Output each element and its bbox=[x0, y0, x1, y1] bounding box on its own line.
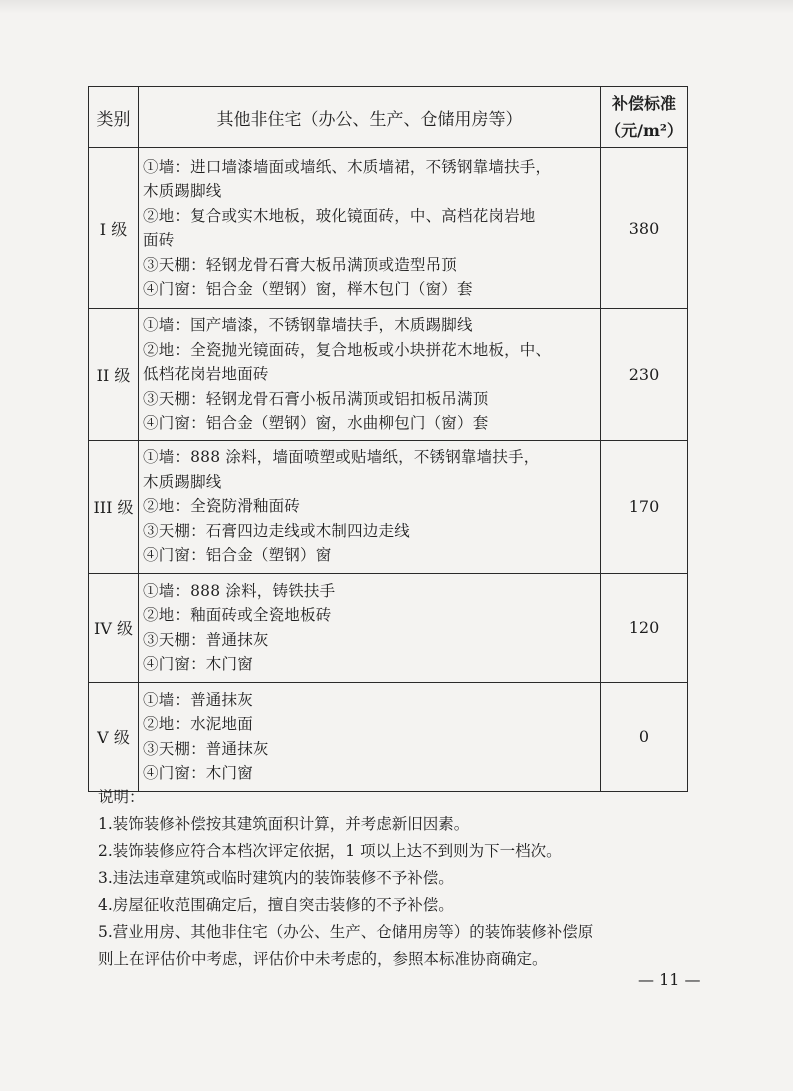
description-line: ①墙：普通抹灰 bbox=[143, 690, 253, 709]
page-number: — 11 — bbox=[638, 970, 701, 989]
header-standard-line1: 补偿标准 bbox=[611, 94, 676, 113]
header-description: 其他非住宅（办公、生产、仓储用房等） bbox=[139, 87, 601, 148]
grade-cell: IV 级 bbox=[89, 573, 139, 682]
description-line: ③天棚：普通抹灰 bbox=[143, 630, 269, 649]
note-item: 1.装饰装修补偿按其建筑面积计算，并考虑新旧因素。 bbox=[98, 815, 470, 833]
description-line: 面砖 bbox=[143, 231, 175, 249]
value-cell: 0 bbox=[601, 682, 688, 791]
table-row bbox=[89, 440, 688, 573]
page-top-edge bbox=[0, 0, 793, 14]
table-row bbox=[89, 682, 688, 791]
description-line: 木质踢脚线 bbox=[143, 182, 222, 200]
grade-cell: II 级 bbox=[89, 309, 139, 441]
value-cell: 170 bbox=[601, 440, 688, 573]
value-cell: 120 bbox=[601, 573, 688, 682]
description-line: ④门窗：木门窗 bbox=[143, 655, 253, 673]
value-cell: 230 bbox=[601, 309, 688, 441]
grade-cell: I 级 bbox=[89, 148, 139, 309]
header-standard-line2: （元/m²） bbox=[605, 121, 683, 140]
grade-cell: III 级 bbox=[89, 440, 139, 573]
header-standard bbox=[601, 87, 688, 148]
description-cell bbox=[139, 309, 601, 441]
description-line: ③天棚：轻钢龙骨石膏小板吊满顶或铝扣板吊满顶 bbox=[143, 389, 489, 408]
description-cell bbox=[139, 682, 601, 791]
description-cell bbox=[139, 573, 601, 682]
description-line: ②地：全瓷防滑釉面砖 bbox=[143, 497, 301, 516]
description-line: ①墙：进口墙漆墙面或墙纸、木质墙裙，不锈钢靠墙扶手， bbox=[143, 157, 552, 176]
description-cell bbox=[139, 440, 601, 573]
description-cell bbox=[139, 148, 601, 309]
description-line: ②地：釉面砖或全瓷地板砖 bbox=[143, 606, 332, 624]
description-line: 低档花岗岩地面砖 bbox=[143, 365, 269, 383]
notes-title: 说明： bbox=[98, 788, 145, 806]
note-item: 2.装饰装修应符合本档次评定依据，1 项以上达不到则为下一档次。 bbox=[98, 842, 562, 860]
description-line: ③天棚：普通抹灰 bbox=[143, 739, 269, 758]
compensation-table bbox=[88, 86, 688, 792]
table-row bbox=[89, 148, 688, 309]
table-row bbox=[89, 573, 688, 682]
notes-section bbox=[98, 784, 698, 973]
grade-cell: V 级 bbox=[89, 682, 139, 791]
description-line: ③天棚：石膏四边走线或木制四边走线 bbox=[143, 521, 410, 540]
description-line: ④门窗：木门窗 bbox=[143, 764, 253, 782]
description-line: ①墙：888 涂料，墙面喷塑或贴墙纸，不锈钢靠墙扶手， bbox=[143, 448, 540, 467]
description-line: ①墙：888 涂料，铸铁扶手 bbox=[143, 581, 336, 600]
description-line: ④门窗：铝合金（塑钢）窗，榉木包门（窗）套 bbox=[143, 280, 473, 298]
note-item: 则上在评估价中考虑，评估价中未考虑的，参照本标准协商确定。 bbox=[98, 950, 548, 968]
note-item: 3.违法违章建筑或临时建筑内的装饰装修不予补偿。 bbox=[98, 869, 454, 887]
header-category: 类别 bbox=[89, 87, 139, 148]
table-row bbox=[89, 309, 688, 441]
description-line: 木质踢脚线 bbox=[143, 472, 222, 491]
description-line: ②地：复合或实木地板，玻化镜面砖，中、高档花岗岩地 bbox=[143, 206, 536, 225]
description-line: ④门窗：铝合金（塑钢）窗 bbox=[143, 546, 332, 565]
description-line: ④门窗：铝合金（塑钢）窗，水曲柳包门（窗）套 bbox=[143, 414, 489, 432]
description-line: ②地：水泥地面 bbox=[143, 715, 253, 733]
table-header-row bbox=[89, 87, 688, 148]
description-line: ①墙：国产墙漆，不锈钢靠墙扶手，木质踢脚线 bbox=[143, 316, 473, 334]
description-line: ②地：全瓷抛光镜面砖，复合地板或小块拼花木地板，中、 bbox=[143, 340, 552, 359]
value-cell: 380 bbox=[601, 148, 688, 309]
description-line: ③天棚：轻钢龙骨石膏大板吊满顶或造型吊顶 bbox=[143, 255, 458, 274]
note-item: 4.房屋征收范围确定后，擅自突击装修的不予补偿。 bbox=[98, 896, 454, 914]
note-item: 5.营业用房、其他非住宅（办公、生产、仓储用房等）的装饰装修补偿原 bbox=[98, 923, 594, 941]
